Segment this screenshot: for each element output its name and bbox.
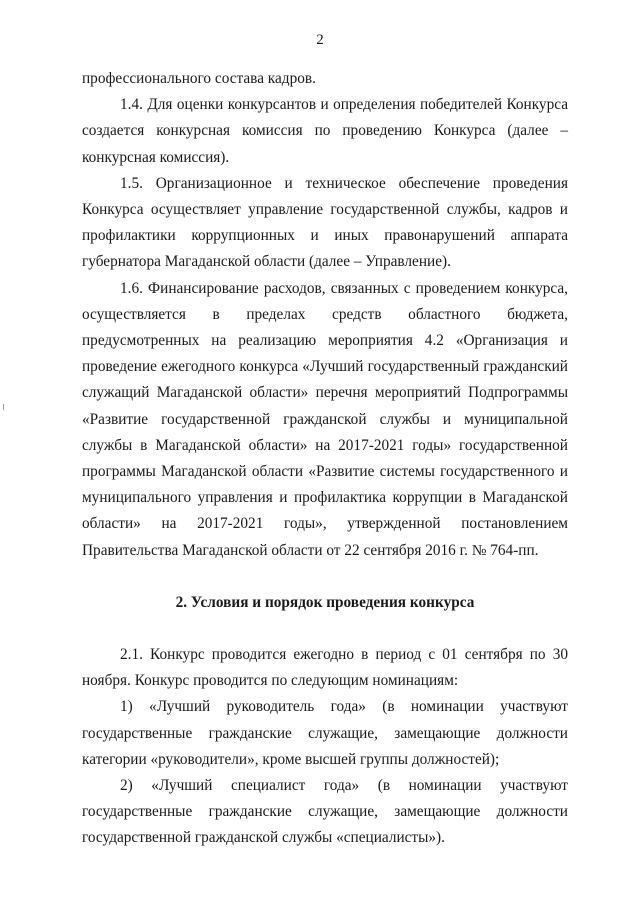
spacer (82, 616, 568, 642)
list-item-1: 1) «Лучший руководитель года» (в номинации участвуют государственные гражданские служащие, замещающие должности категории «руководители», кроме высшей группы должностей); (82, 698, 568, 768)
paragraph-continuation: профессионального состава кадров. (82, 70, 316, 87)
paragraph-1-5: 1.5. Организационное и техническое обеспечение проведения Конкурса осуществляет управление государственной службы, кадров и профилактики коррупционных и иных правонарушений аппарата губернатора Магаданской области (далее – Управление). (82, 174, 568, 271)
section-heading: 2. Условия и порядок проведения конкурса (175, 593, 475, 611)
paragraph-2-1: 2.1. Конкурс проводится ежегодно в период с 01 сентября по 30 ноября. Конкурс проводится по следующим номинациям: (82, 646, 568, 690)
list-item-2: 2) «Лучший специалист года» (в номинации участвуют государственные гражданские служащие, замещающие должности государственной гражданской службы «специалисты»). (82, 777, 568, 847)
paragraph-1-6: 1.6. Финансирование расходов, связанных с проведением конкурса, осуществляется в пределах средств областного бюджета, предусмотренных на реализацию мероприятия 4.2 «Организация и проведение ежегодного конкурса «Лучший государственный гражданский служащий Магаданской области» перечня мероприятий Подпрограммы «Развитие государственной гражданской службы и муниципальной службы в Магаданской области» на 2017-2021 годы» государственной программы Магаданской области «Развитие системы государственного и муниципального управления и профилактика коррупции в Магаданской области» на 2017-2021 годы», утвержденной постановлением Правительства Магаданской области от 22 сентября 2016 г. № 764-пп. (82, 279, 568, 559)
document-body (82, 66, 568, 852)
margin-mark (3, 404, 4, 410)
page-number: 2 (316, 32, 324, 48)
paragraph-1-4: 1.4. Для оценки конкурсантов и определения победителей Конкурса создается конкурсная комиссия по проведению Конкурса (далее – конкурсная комиссия). (82, 96, 568, 166)
spacer (82, 564, 568, 590)
